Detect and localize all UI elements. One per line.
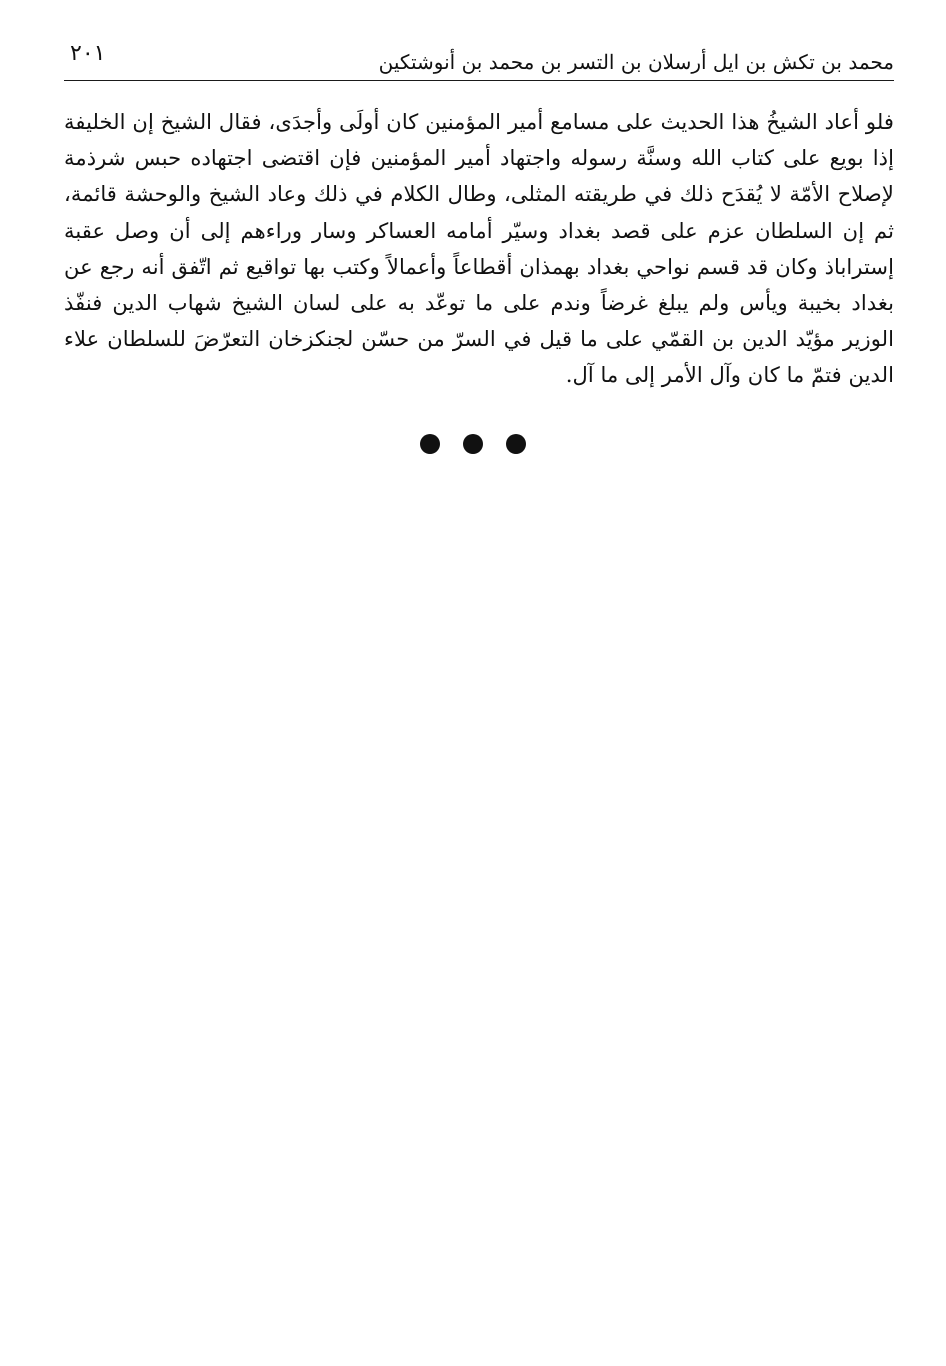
page-number: ٢٠١: [70, 41, 106, 66]
running-header: [64, 38, 894, 81]
body-paragraph: فلو أعاد الشيخُ هذا الحديث على مسامع أمير المؤمنين كان أولَى وأجدَى، فقال الشيخ إن الخليفة إذا بويع على كتاب الله وسنَّة رسوله واجتهاد أمير المؤمنين فإن اقتضى اجتهاده حبس شرذمة لإصلاح الأمّة لا يُقدَح ذلك في طريقته المثلى، وطال الكلام في ذلك وعاد الشيخ والوحشة قائمة، ثم إن السلطان عزم على قصد بغداد وسيّر أمامه العساكر وسار وراءهم إلى أن وصل عقبة إستراباذ وكان قد قسم نواحي بغداد بهمذان أقطاعاً وأعمالاً وكتب بها تواقيع ثم اتّفق أنه رجع عن بغداد بخيبة ويأس ولم يبلغ غرضاً وندم على ما توعّد به على لسان الشيخ شهاب الدين فنفّذ الوزير مؤيّد الدين بن القمّي على ما قيل في السرّ من حسّن لجنكزخان التعرّضَ للسلطان علاء الدين فتمّ ما كان وآل الأمر إلى ما آل.: [64, 109, 894, 388]
ornament-dot-icon: [463, 434, 483, 454]
ornament-dot-icon: [420, 434, 440, 454]
ornament-dot-icon: [506, 434, 526, 454]
section-end-ornament: [0, 434, 946, 458]
running-header-title: محمد بن تكش بن ايل أرسلان بن التسر بن محمد بن أنوشتكين: [378, 50, 894, 74]
